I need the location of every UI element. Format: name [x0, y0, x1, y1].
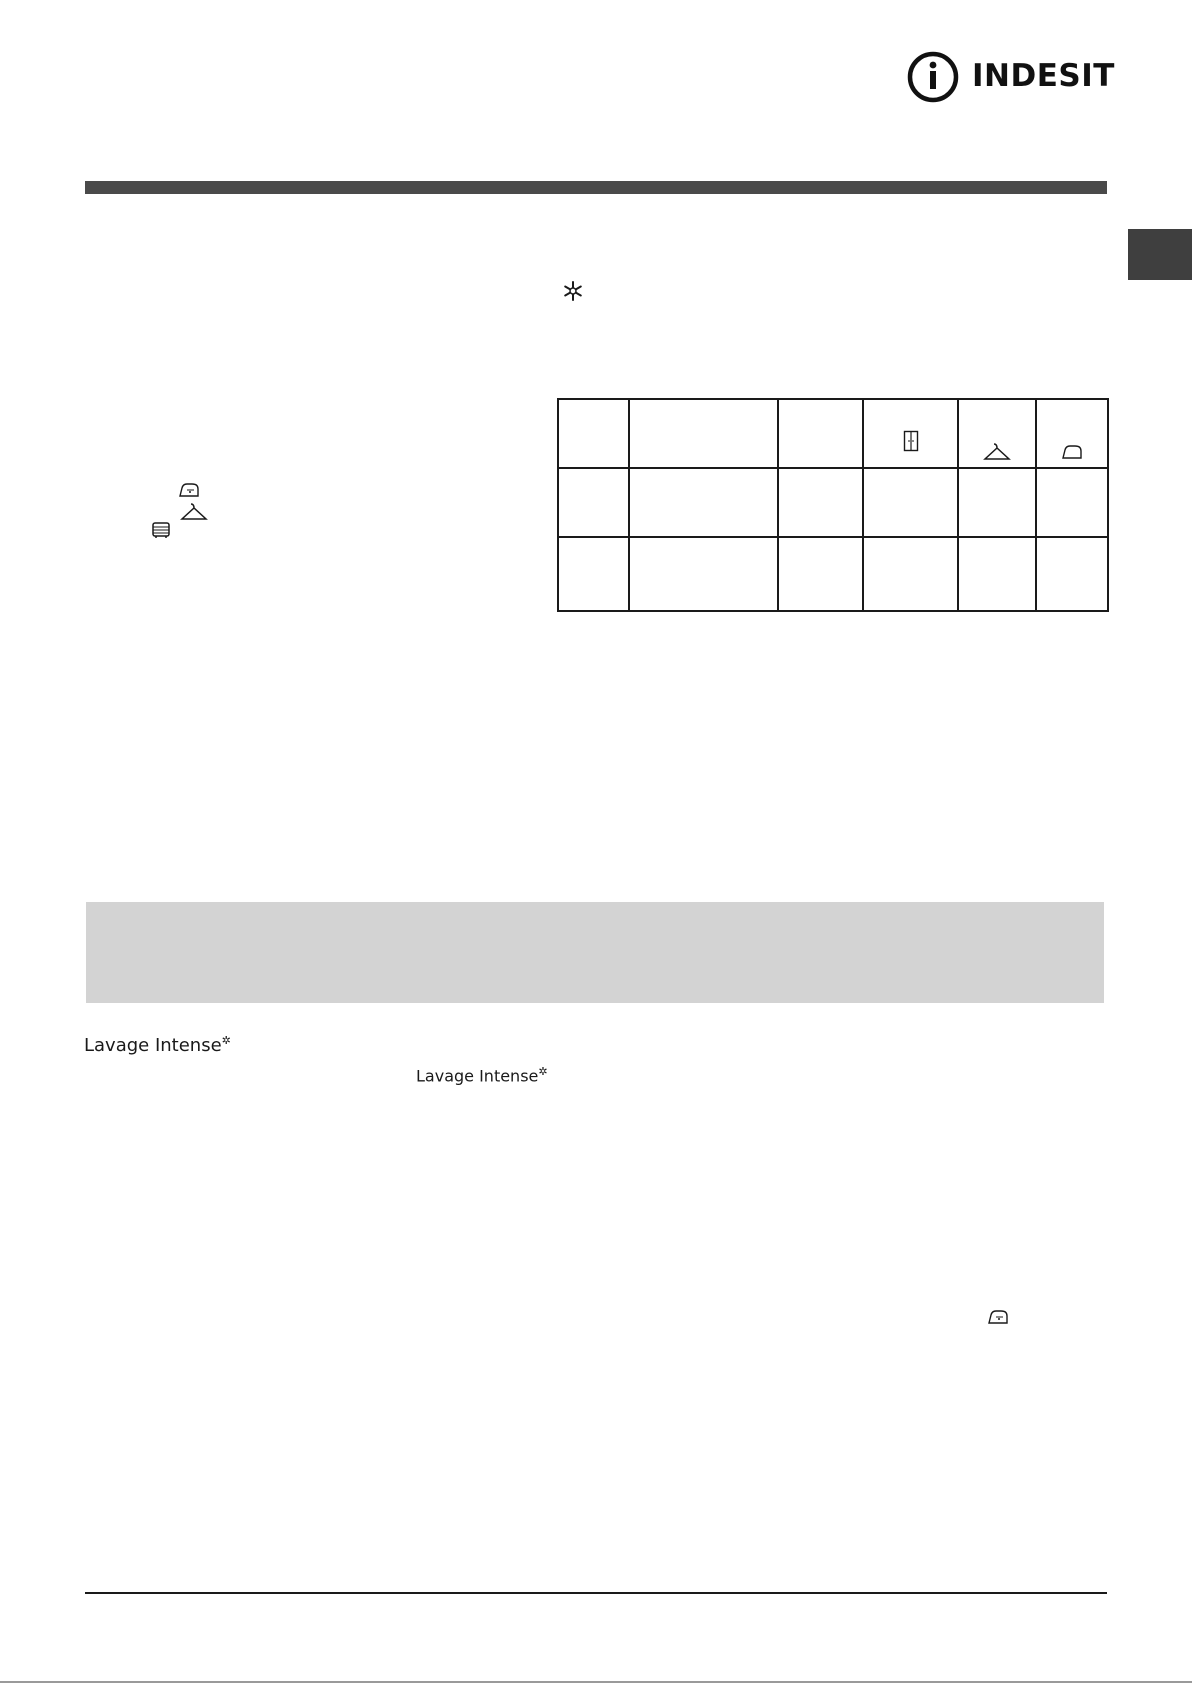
- section-header-bar: [85, 181, 1107, 194]
- lavage-intense-inline-text: Lavage Intense: [416, 1066, 539, 1086]
- table-header-cell: [629, 399, 778, 468]
- table-header-cell: [558, 399, 629, 468]
- table-header-cell: [1036, 399, 1108, 468]
- hanger-icon: [180, 502, 208, 522]
- table-header-row: [558, 399, 1108, 468]
- table-cell: [778, 537, 863, 611]
- iron-icon: [178, 482, 200, 498]
- table-cell: [1036, 468, 1108, 538]
- table-cell: [863, 537, 958, 611]
- table-cell: [629, 537, 778, 611]
- lavage-intense-heading-text: Lavage Intense: [84, 1035, 222, 1056]
- table-row: [558, 537, 1108, 611]
- chapter-side-tab: [1128, 229, 1192, 280]
- table-header-cell: [778, 399, 863, 468]
- table-cell: [1036, 537, 1108, 611]
- table-cell: [558, 537, 629, 611]
- table-cell: [958, 537, 1036, 611]
- table-header-cell: [958, 399, 1036, 468]
- table-row: [558, 468, 1108, 538]
- table-cell: [629, 468, 778, 538]
- snowflake-icon: [563, 281, 583, 301]
- note-band: [86, 902, 1104, 1003]
- table-header-cell: [863, 399, 958, 468]
- sparkle-icon: ✲: [538, 1065, 548, 1078]
- iron-icon: [1061, 444, 1083, 460]
- lavage-intense-inline: [416, 1065, 548, 1085]
- footer-rule: [85, 1592, 1107, 1594]
- brand-wordmark: INDESIT: [972, 58, 1115, 94]
- table-cell: [778, 468, 863, 538]
- indesit-logo-circle-icon: [906, 50, 960, 104]
- drying-care-table: [557, 398, 1109, 612]
- table-cell: [863, 468, 958, 538]
- iron-icon: [987, 1309, 1009, 1325]
- page-bottom-edge: [0, 1681, 1192, 1683]
- sparkle-icon: ✲: [221, 1034, 231, 1047]
- lavage-intense-heading: [84, 1034, 231, 1056]
- table-cell: [558, 468, 629, 538]
- cupboard-icon: [903, 430, 919, 452]
- hanger-icon: [983, 442, 1011, 462]
- cupboard-icon: [151, 521, 171, 539]
- table-cell: [958, 468, 1036, 538]
- indesit-logo: [906, 50, 1115, 104]
